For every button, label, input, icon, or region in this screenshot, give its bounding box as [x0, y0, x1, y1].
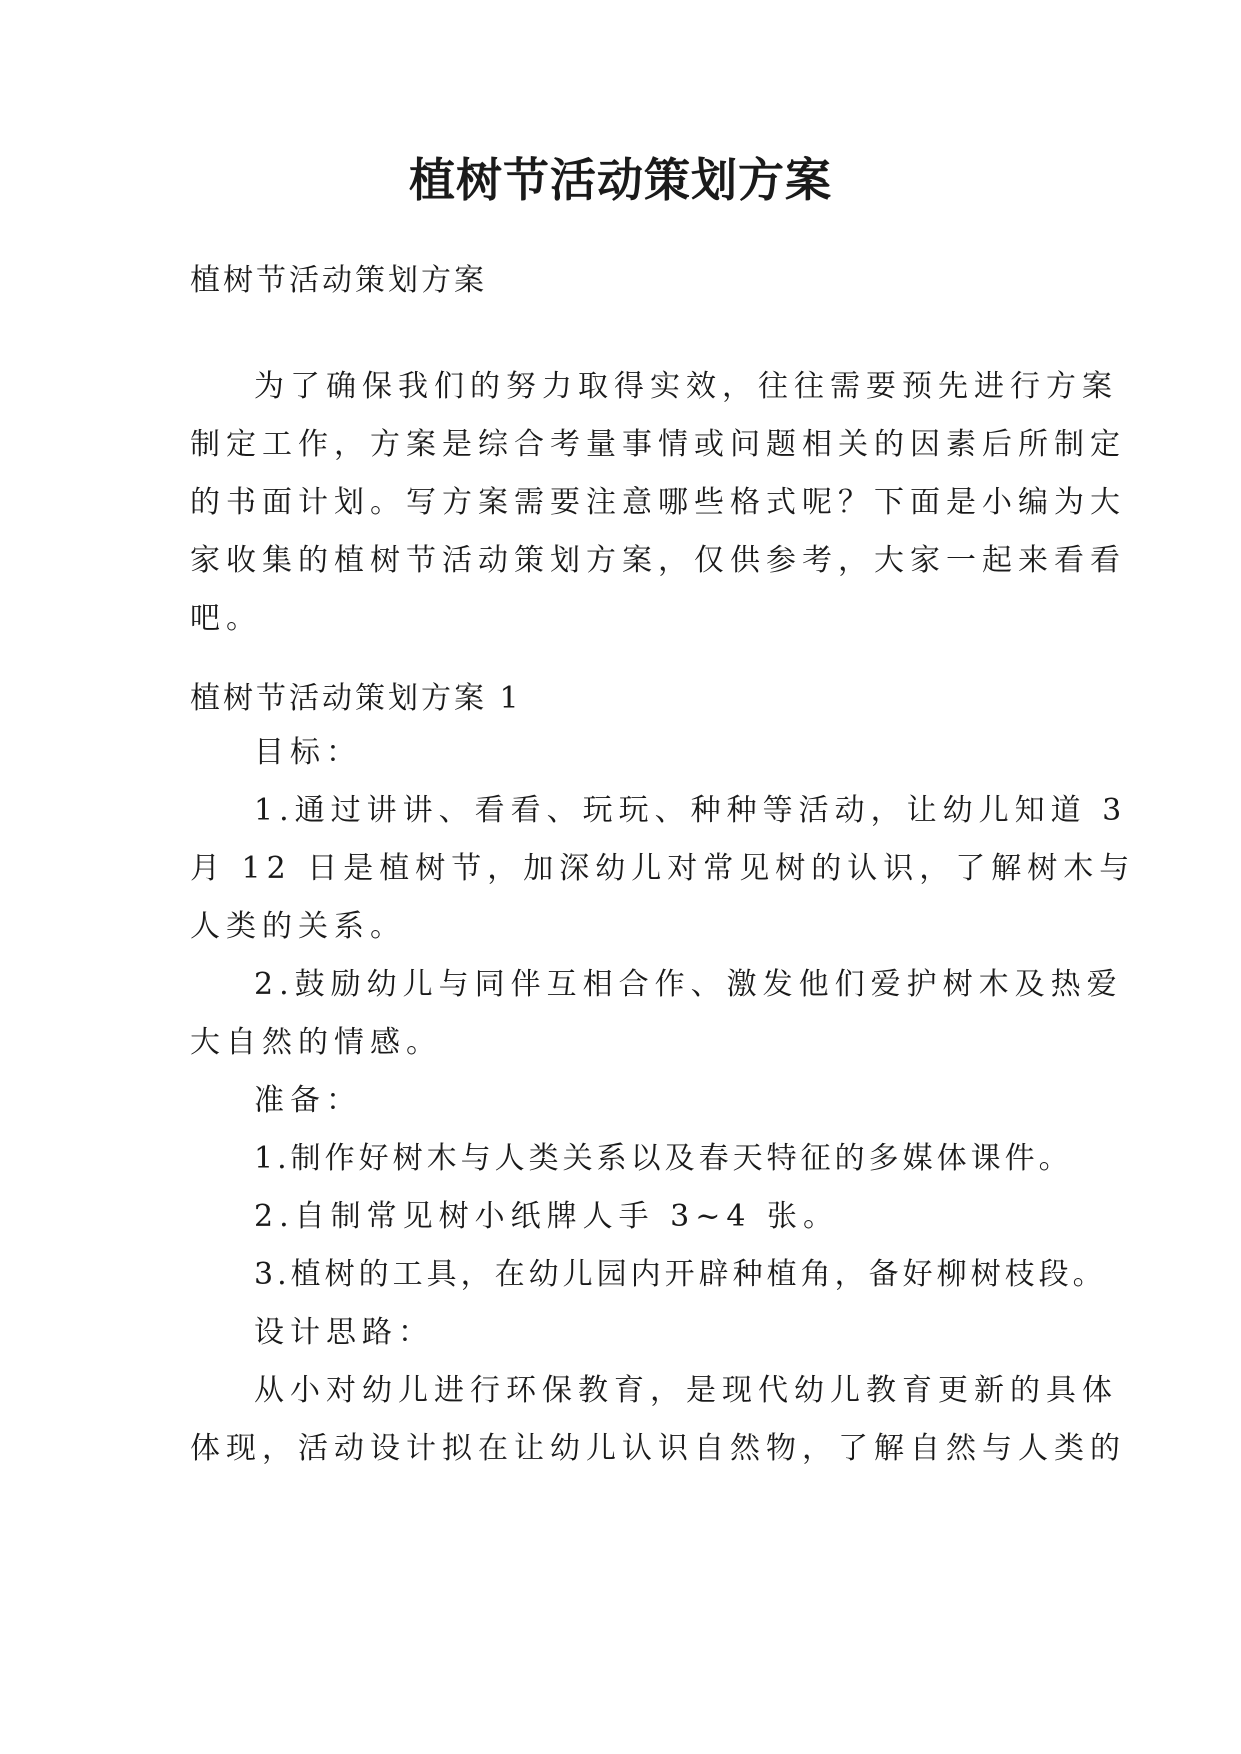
- prep-item-3: 3.植树的工具，在幼儿园内开辟种植角，备好柳树枝段。: [254, 1257, 1107, 1292]
- intro-line: 吧。: [190, 601, 262, 636]
- prep-item-2: 2.自制常见树小纸牌人手 3~4 张。: [254, 1199, 840, 1234]
- goal-label: 目标：: [254, 735, 362, 770]
- document-subtitle: 植树节活动策划方案: [190, 263, 487, 298]
- goal-1-line: 1.通过讲讲、看看、玩玩、种种等活动，让幼儿知道 3: [254, 793, 1128, 828]
- goal-1-line: 月 12 日是植树节，加深幼儿对常见树的认识，了解树木与: [190, 851, 1136, 886]
- design-label: 设计思路：: [254, 1315, 434, 1350]
- goal-1-line: 人类的关系。: [190, 909, 406, 944]
- section1-heading: 植树节活动策划方案 1: [190, 681, 522, 716]
- goal-2-line: 大自然的情感。: [190, 1025, 442, 1060]
- section1-body: [190, 724, 1136, 1478]
- prep-label: 准备：: [254, 1083, 362, 1118]
- document-title: 植树节活动策划方案: [409, 153, 832, 207]
- prep-item-1: 1.制作好树木与人类关系以及春天特征的多媒体课件。: [254, 1141, 1073, 1176]
- design-line: 体现，活动设计拟在让幼儿认识自然物，了解自然与人类的: [190, 1431, 1126, 1466]
- design-line: 从小对幼儿进行环保教育，是现代幼儿教育更新的具体: [254, 1373, 1118, 1408]
- goal-2-line: 2.鼓励幼儿与同伴互相合作、激发他们爱护树木及热爱: [254, 967, 1123, 1002]
- intro-line: 为了确保我们的努力取得实效，往往需要预先进行方案: [254, 369, 1118, 404]
- intro-paragraph: [190, 358, 1126, 648]
- intro-line: 的书面计划。写方案需要注意哪些格式呢？下面是小编为大: [190, 485, 1126, 520]
- intro-line: 制定工作，方案是综合考量事情或问题相关的因素后所制定: [190, 427, 1126, 462]
- intro-line: 家收集的植树节活动策划方案，仅供参考，大家一起来看看: [190, 543, 1126, 578]
